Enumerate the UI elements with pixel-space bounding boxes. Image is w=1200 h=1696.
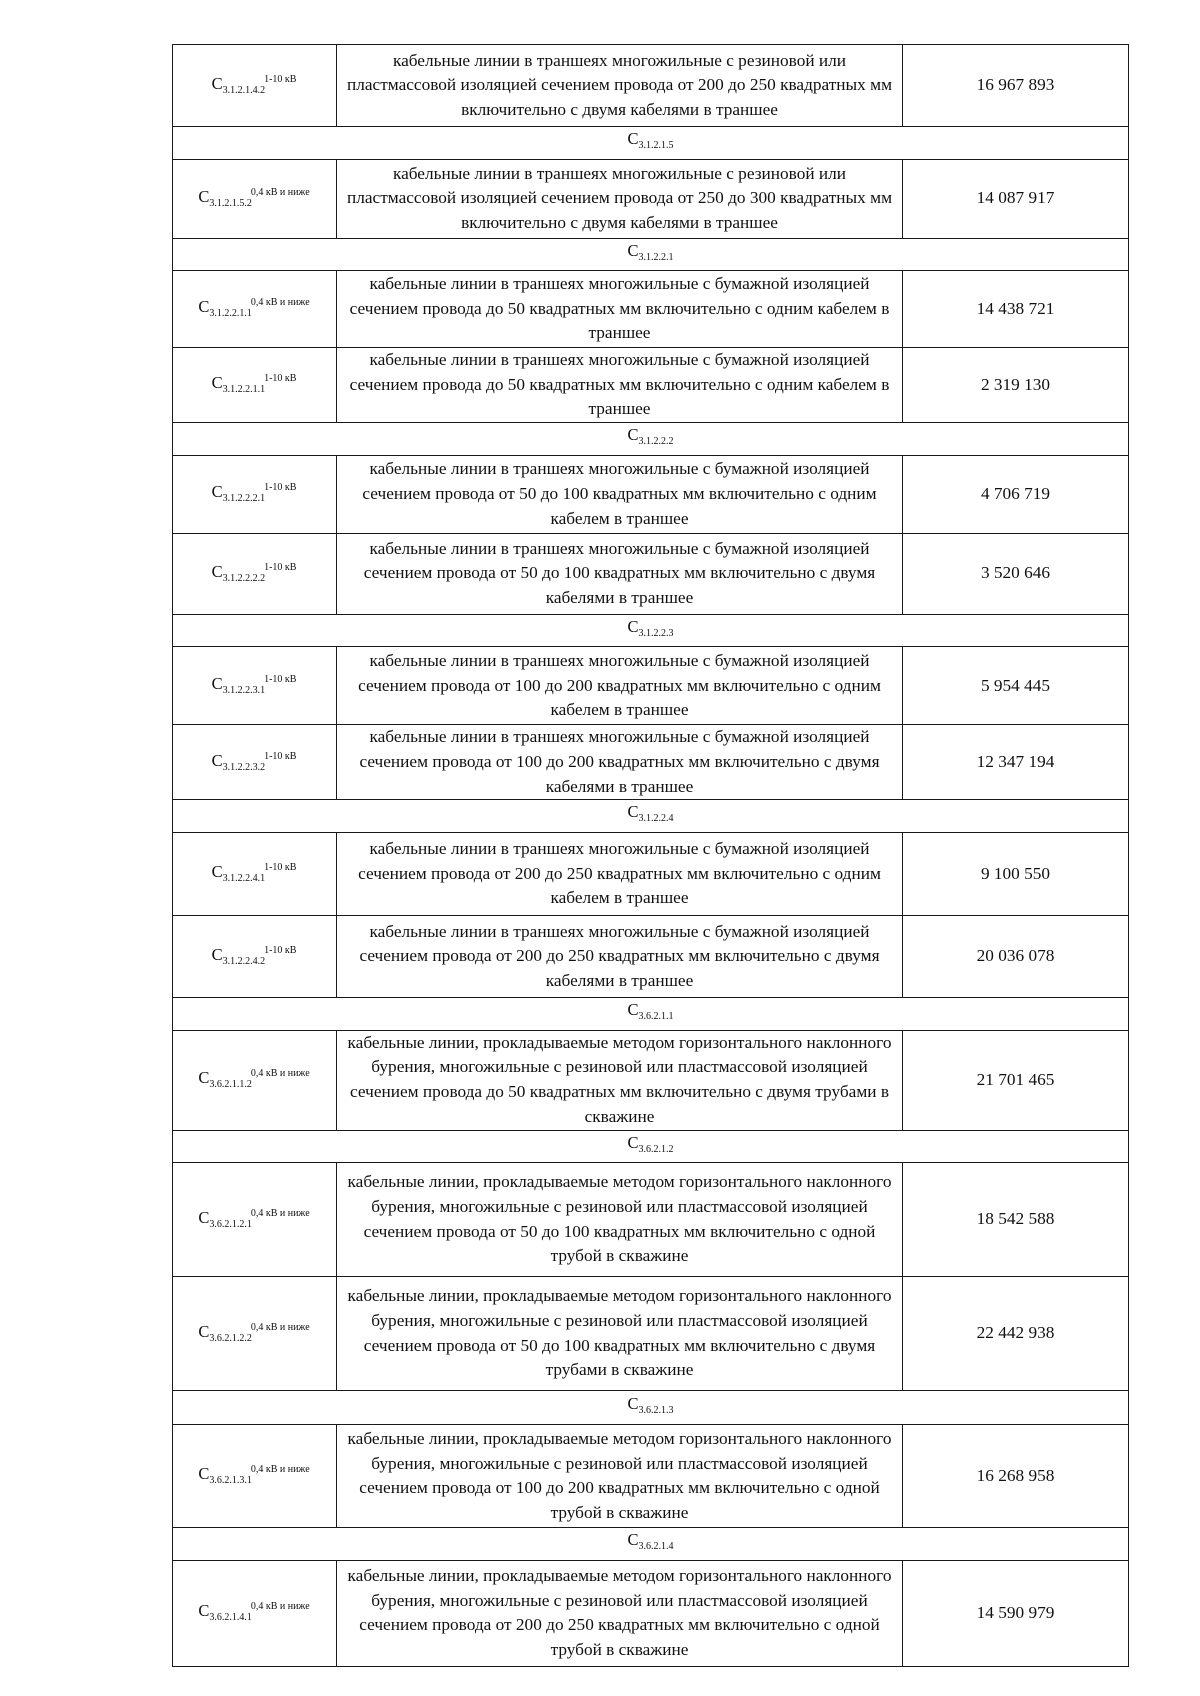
rate-code-letter: C (627, 1132, 639, 1152)
rate-code-letter: C (211, 674, 223, 694)
rate-code (211, 862, 298, 885)
rate-code-index: 3.6.2.1.3 (638, 1404, 674, 1416)
voltage-class: 0,4 кВ и ниже (250, 1321, 310, 1333)
rate-code (211, 73, 298, 96)
code-cell (173, 348, 337, 423)
table-row (173, 455, 1129, 533)
code-cell (173, 725, 337, 800)
group-header-row (173, 1391, 1129, 1425)
description-cell: кабельные линии в траншеях многожильные с бумажной изоляцией сечением провода от 50 до 100 квадратных мм включительно с одним кабелем в траншее (337, 455, 903, 533)
rate-code-index: 3.6.2.1.4.1 (209, 1612, 252, 1624)
voltage-class: 0,4 кВ и ниже (250, 1464, 310, 1476)
rate-code (211, 944, 298, 967)
voltage-class: 0,4 кВ и ниже (250, 297, 310, 309)
rate-code-letter: C (627, 802, 639, 822)
table-row (173, 271, 1129, 348)
rate-code (627, 129, 674, 151)
voltage-class: 1-10 кВ (264, 73, 297, 85)
description-cell: кабельные линии в траншеях многожильные с резиновой или пластмассовой изоляцией сечением провода от 200 до 250 квадратных мм включительно с двумя кабелями в траншее (337, 45, 903, 127)
rate-code (198, 1464, 310, 1487)
group-header-row (173, 423, 1129, 456)
description-cell: кабельные линии в траншеях многожильные с бумажной изоляцией сечением провода от 100 до 200 квадратных мм включительно с двумя кабелями в траншее (337, 725, 903, 800)
rate-code-index: 3.1.2.2.4 (638, 813, 674, 825)
table-row (173, 915, 1129, 997)
rate-code (627, 802, 674, 825)
rate-code-letter: C (627, 999, 639, 1019)
voltage-class: 0,4 кВ и ниже (250, 1068, 310, 1080)
value-cell: 14 438 721 (903, 271, 1129, 348)
rate-code (211, 482, 298, 505)
value-cell: 2 319 130 (903, 348, 1129, 423)
code-cell (173, 1425, 337, 1528)
rate-code-index: 3.1.2.2.3.2 (222, 761, 266, 773)
rate-code-index: 3.1.2.2.2.1 (222, 493, 266, 505)
code-cell (173, 271, 337, 348)
description-cell: кабельные линии в траншеях многожильные с бумажной изоляцией сечением провода от 50 до 100 квадратных мм включительно с двумя кабелями в траншее (337, 533, 903, 614)
value-cell: 9 100 550 (903, 832, 1129, 915)
group-header-cell (173, 800, 1129, 833)
rate-code (211, 750, 298, 773)
rate-code-letter: C (198, 1321, 210, 1341)
rate-code (198, 1601, 310, 1624)
group-header-row (173, 127, 1129, 160)
code-cell (173, 1277, 337, 1391)
rate-code-letter: C (198, 1464, 210, 1484)
rate-code (627, 1132, 674, 1155)
code-cell (173, 533, 337, 614)
rate-code-letter: C (198, 186, 210, 206)
rate-code-index: 3.1.2.2.3.1 (222, 685, 266, 697)
rate-code-letter: C (211, 750, 223, 770)
rate-code-letter: C (211, 373, 223, 393)
group-header-cell (173, 1391, 1129, 1425)
rate-code-letter: C (198, 297, 210, 317)
rate-code (627, 425, 674, 448)
rate-code-index: 3.1.2.2.1.1 (222, 384, 266, 396)
rate-code (627, 240, 674, 263)
rate-code-index: 3.1.2.1.5.2 (209, 197, 252, 209)
table-row (173, 1163, 1129, 1277)
description-cell: кабельные линии в траншеях многожильные с бумажной изоляцией сечением провода до 50 квадратных мм включительно с одним кабелем в траншее (337, 271, 903, 348)
rate-code-letter: C (198, 1068, 210, 1088)
rate-code-index: 3.1.2.2.4.2 (222, 955, 266, 967)
rate-code-index: 3.6.2.1.3.1 (209, 1475, 252, 1487)
rate-code (211, 373, 298, 396)
voltage-class: 1-10 кВ (264, 674, 297, 686)
voltage-class: 1-10 кВ (264, 944, 297, 956)
tariff-table (172, 44, 1129, 1667)
description-cell: кабельные линии в траншеях многожильные с бумажной изоляцией сечением провода от 100 до 200 квадратных мм включительно с одним кабелем в траншее (337, 647, 903, 725)
group-header-row (173, 238, 1129, 271)
voltage-class: 0,4 кВ и ниже (250, 1601, 310, 1613)
group-header-cell (173, 238, 1129, 271)
value-cell: 12 347 194 (903, 725, 1129, 800)
table-row (173, 1560, 1129, 1666)
rate-code (627, 616, 674, 639)
rate-code-index: 3.1.2.2.2 (638, 436, 674, 448)
rate-code-letter: C (627, 240, 639, 260)
voltage-class: 1-10 кВ (264, 561, 297, 573)
code-cell (173, 647, 337, 725)
description-cell: кабельные линии в траншеях многожильные с бумажной изоляцией сечением провода от 200 до 250 квадратных мм включительно с двумя кабелями в траншее (337, 915, 903, 997)
description-cell: кабельные линии в траншеях многожильные с резиновой или пластмассовой изоляцией сечением провода от 250 до 300 квадратных мм включительно с двумя кабелями в траншее (337, 159, 903, 238)
table-row (173, 159, 1129, 238)
rate-code-index: 3.6.2.1.1 (638, 1010, 674, 1022)
rate-code-letter: C (627, 129, 639, 148)
rate-code-letter: C (627, 425, 639, 445)
voltage-class: 1-10 кВ (264, 373, 297, 385)
description-cell: кабельные линии, прокладываемые методом горизонтального наклонного бурения, многожильные с резиновой или пластмассовой изоляцией сечением провода до 50 квадратных мм включительно с двумя трубами в скважине (337, 1030, 903, 1130)
group-header-row (173, 1528, 1129, 1561)
rate-code (198, 186, 310, 209)
rate-code-letter: C (198, 1601, 210, 1621)
rate-code-letter: C (211, 862, 223, 882)
rate-code (211, 561, 298, 584)
rate-code-index: 3.1.2.2.1.1 (209, 308, 252, 320)
rate-code-letter: C (211, 482, 223, 502)
rate-code-index: 3.6.2.1.2.1 (209, 1218, 252, 1230)
code-cell (173, 1560, 337, 1666)
rate-code (211, 674, 298, 697)
group-header-row (173, 1130, 1129, 1163)
group-header-cell (173, 423, 1129, 456)
table-row (173, 832, 1129, 915)
rate-code-letter: C (627, 1393, 639, 1413)
rate-code-index: 3.1.2.2.2.2 (222, 572, 266, 584)
code-cell (173, 1163, 337, 1277)
group-header-row (173, 997, 1129, 1030)
description-cell: кабельные линии, прокладываемые методом горизонтального наклонного бурения, многожильные с резиновой или пластмассовой изоляцией сечением провода от 50 до 100 квадратных мм включительно с двумя трубами в скважине (337, 1277, 903, 1391)
rate-code-index: 3.6.2.1.2.2 (209, 1332, 252, 1344)
code-cell (173, 455, 337, 533)
rate-code-index: 3.1.2.1.5 (638, 140, 674, 151)
table-row (173, 1030, 1129, 1130)
rate-code-index: 3.6.2.1.1.2 (209, 1079, 252, 1091)
group-header-cell (173, 997, 1129, 1030)
table-row (173, 533, 1129, 614)
description-cell: кабельные линии, прокладываемые методом горизонтального наклонного бурения, многожильные с резиновой или пластмассовой изоляцией сечением провода от 50 до 100 квадратных мм включительно с одной трубой в скважине (337, 1163, 903, 1277)
table-row (173, 45, 1129, 127)
description-cell: кабельные линии в траншеях многожильные с бумажной изоляцией сечением провода до 50 квадратных мм включительно с одним кабелем в траншее (337, 348, 903, 423)
rate-code (198, 297, 310, 320)
rate-code-letter: C (211, 944, 223, 964)
value-cell: 3 520 646 (903, 533, 1129, 614)
rate-code (198, 1321, 310, 1344)
value-cell: 14 087 917 (903, 159, 1129, 238)
rate-code-index: 3.1.2.2.4.1 (222, 873, 266, 885)
value-cell: 18 542 588 (903, 1163, 1129, 1277)
code-cell (173, 159, 337, 238)
group-header-cell (173, 614, 1129, 647)
tariff-table-body (173, 45, 1129, 1667)
table-row (173, 647, 1129, 725)
rate-code (198, 1068, 310, 1091)
rate-code (627, 1393, 674, 1416)
rate-code-letter: C (211, 561, 223, 581)
voltage-class: 0,4 кВ и ниже (250, 1207, 310, 1219)
table-row (173, 1277, 1129, 1391)
group-header-cell (173, 1528, 1129, 1561)
value-cell: 4 706 719 (903, 455, 1129, 533)
code-cell (173, 45, 337, 127)
voltage-class: 1-10 кВ (264, 750, 297, 762)
group-header-row (173, 800, 1129, 833)
code-cell (173, 1030, 337, 1130)
description-cell: кабельные линии, прокладываемые методом горизонтального наклонного бурения, многожильные с резиновой или пластмассовой изоляцией сечением провода от 100 до 200 квадратных мм включительно с одной трубой в скважине (337, 1425, 903, 1528)
value-cell: 16 268 958 (903, 1425, 1129, 1528)
table-row (173, 1425, 1129, 1528)
rate-code-letter: C (211, 73, 223, 93)
table-row (173, 348, 1129, 423)
voltage-class: 1-10 кВ (264, 862, 297, 874)
rate-code (627, 999, 674, 1022)
value-cell: 21 701 465 (903, 1030, 1129, 1130)
rate-code (198, 1207, 310, 1230)
rate-code-letter: C (627, 616, 639, 636)
group-header-cell (173, 1130, 1129, 1163)
rate-code-letter: C (198, 1207, 210, 1227)
rate-code-index: 3.1.2.1.4.2 (222, 84, 266, 96)
group-header-cell (173, 127, 1129, 160)
value-cell: 22 442 938 (903, 1277, 1129, 1391)
code-cell (173, 832, 337, 915)
voltage-class: 1-10 кВ (264, 482, 297, 494)
value-cell: 5 954 445 (903, 647, 1129, 725)
rate-code (627, 1530, 674, 1553)
value-cell: 20 036 078 (903, 915, 1129, 997)
rate-code-index: 3.1.2.2.3 (638, 627, 674, 639)
value-cell: 14 590 979 (903, 1560, 1129, 1666)
rate-code-index: 3.6.2.1.4 (638, 1541, 674, 1553)
value-cell: 16 967 893 (903, 45, 1129, 127)
description-cell: кабельные линии в траншеях многожильные с бумажной изоляцией сечением провода от 200 до 250 квадратных мм включительно с одним кабелем в траншее (337, 832, 903, 915)
rate-code-letter: C (627, 1530, 639, 1550)
code-cell (173, 915, 337, 997)
rate-code-index: 3.6.2.1.2 (638, 1143, 674, 1155)
rate-code-index: 3.1.2.2.1 (638, 251, 674, 263)
voltage-class: 0,4 кВ и ниже (250, 186, 310, 198)
group-header-row (173, 614, 1129, 647)
table-row (173, 725, 1129, 800)
description-cell: кабельные линии, прокладываемые методом горизонтального наклонного бурения, многожильные с резиновой или пластмассовой изоляцией сечением провода от 200 до 250 квадратных мм включительно с одной трубой в скважине (337, 1560, 903, 1666)
